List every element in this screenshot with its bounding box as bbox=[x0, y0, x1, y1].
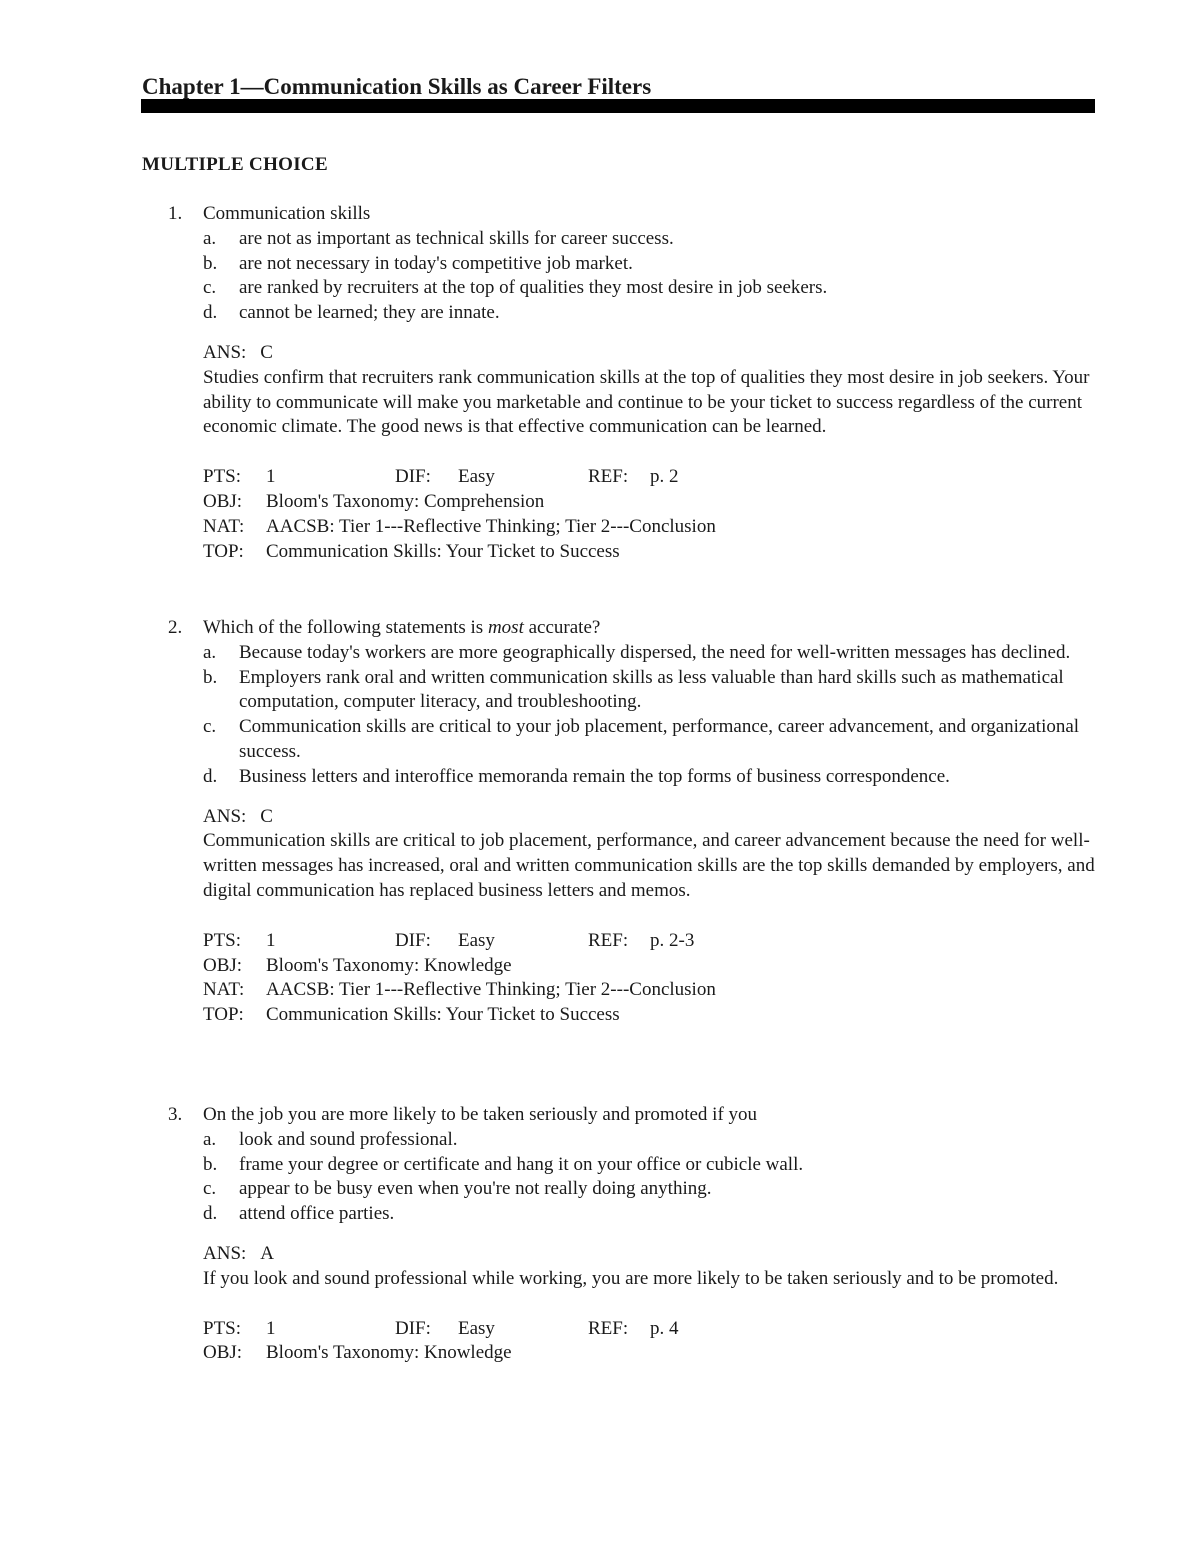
pts-value: 1 bbox=[266, 929, 276, 951]
ans-label: ANS: bbox=[203, 1242, 247, 1264]
question-stem-text: On the job you are more likely to be taken seriously and promoted if you bbox=[203, 1104, 758, 1125]
option-letter: a. bbox=[203, 641, 217, 663]
option-text: are ranked by recruiters at the top of qualities they most desire in job seekers. bbox=[239, 277, 828, 299]
title-rule bbox=[141, 99, 1095, 113]
question-stem-text: Communication skills bbox=[203, 203, 371, 224]
question-stem-text: Which of the following statements is bbox=[203, 617, 488, 638]
option-letter: a. bbox=[203, 1128, 217, 1150]
question-stem bbox=[142, 1103, 1102, 1128]
answer-options bbox=[142, 1128, 1102, 1227]
nat-value: AACSB: Tier 1---Reflective Thinking; Tier 2---Conclusion bbox=[266, 515, 716, 537]
dif-value: Easy bbox=[458, 466, 495, 488]
option-text: cannot be learned; they are innate. bbox=[239, 302, 500, 324]
question-3 bbox=[142, 1103, 1102, 1366]
pts-value: 1 bbox=[266, 466, 276, 488]
nat-value: AACSB: Tier 1---Reflective Thinking; Tier 2---Conclusion bbox=[266, 979, 716, 1001]
option-c bbox=[142, 715, 1102, 765]
top-label: TOP: bbox=[203, 540, 244, 562]
option-letter: b. bbox=[203, 1153, 218, 1175]
question-metadata bbox=[142, 465, 1102, 564]
obj-value: Bloom's Taxonomy: Knowledge bbox=[266, 954, 512, 976]
pts-label: PTS: bbox=[203, 1317, 242, 1339]
dif-label: DIF: bbox=[395, 929, 431, 951]
answer-block bbox=[142, 341, 1102, 440]
ans-value: C bbox=[260, 341, 273, 363]
option-text: Employers rank oral and written communication skills as less valuable than hard skills such as mathematical computation, computer literacy, and troubleshooting. bbox=[239, 666, 1064, 713]
option-text: Business letters and interoffice memoranda remain the top forms of business correspondence. bbox=[239, 765, 950, 787]
option-b bbox=[142, 1153, 1102, 1178]
dif-label: DIF: bbox=[395, 1317, 431, 1339]
question-stem-emphasis: most bbox=[487, 617, 524, 638]
answer-options bbox=[142, 227, 1102, 326]
meta-row-pts bbox=[203, 465, 1102, 490]
ans-value: A bbox=[260, 1242, 275, 1264]
meta-row-obj bbox=[203, 1341, 1102, 1366]
option-letter: c. bbox=[203, 716, 217, 738]
meta-row-nat bbox=[203, 515, 1102, 540]
dif-value: Easy bbox=[458, 929, 495, 951]
option-text: look and sound professional. bbox=[239, 1128, 458, 1150]
question-stem-text-end: accurate? bbox=[523, 617, 601, 638]
ref-value: p. 2-3 bbox=[650, 929, 695, 951]
question-stem bbox=[142, 616, 1102, 641]
chapter-title: Chapter 1—Communication Skills as Career Filters bbox=[142, 74, 652, 99]
dif-value: Easy bbox=[458, 1317, 495, 1339]
top-value: Communication Skills: Your Ticket to Success bbox=[266, 540, 620, 562]
option-text: Because today's workers are more geographically dispersed, the need for well-written messages has declined. bbox=[239, 641, 1071, 663]
option-d bbox=[142, 1202, 1102, 1227]
question-metadata bbox=[142, 929, 1102, 1028]
obj-value: Bloom's Taxonomy: Comprehension bbox=[266, 490, 545, 512]
question-1 bbox=[142, 202, 1102, 564]
option-text: are not necessary in today's competitive job market. bbox=[239, 252, 633, 274]
option-text: appear to be busy even when you're not really doing anything. bbox=[239, 1178, 712, 1200]
option-text: frame your degree or certificate and hang it on your office or cubicle wall. bbox=[239, 1153, 804, 1175]
option-letter: a. bbox=[203, 227, 217, 249]
nat-label: NAT: bbox=[203, 979, 245, 1001]
pts-value: 1 bbox=[266, 1317, 276, 1339]
meta-row-obj bbox=[203, 490, 1102, 515]
option-b bbox=[142, 252, 1102, 277]
option-letter: c. bbox=[203, 1178, 217, 1200]
answer-block bbox=[142, 805, 1102, 904]
option-letter: c. bbox=[203, 277, 217, 299]
option-d bbox=[142, 301, 1102, 326]
ans-label: ANS: bbox=[203, 805, 247, 827]
question-number: 1. bbox=[168, 203, 183, 224]
question-number: 3. bbox=[168, 1104, 183, 1125]
ref-value: p. 4 bbox=[650, 1317, 679, 1339]
answer-explanation: Communication skills are critical to job placement, performance, and career advancement because the need for well-written messages has increased, oral and written communication skills are the top skills demanded by employers, and digital communication has replaced business letters and memos. bbox=[203, 830, 1095, 901]
section-heading: MULTIPLE CHOICE bbox=[142, 154, 328, 175]
answer-explanation: If you look and sound professional while working, you are more likely to be taken seriously and to be promoted. bbox=[203, 1267, 1059, 1289]
obj-label: OBJ: bbox=[203, 954, 243, 976]
ans-label: ANS: bbox=[203, 341, 247, 363]
option-d bbox=[142, 765, 1102, 790]
ref-label: REF: bbox=[588, 1317, 629, 1339]
option-a bbox=[142, 641, 1102, 666]
nat-label: NAT: bbox=[203, 515, 245, 537]
option-c bbox=[142, 1177, 1102, 1202]
question-metadata bbox=[142, 1317, 1102, 1367]
option-letter: b. bbox=[203, 666, 218, 688]
meta-row-top bbox=[203, 1003, 1102, 1028]
answer-line bbox=[203, 805, 1102, 830]
meta-row-pts bbox=[203, 929, 1102, 954]
option-letter: d. bbox=[203, 765, 218, 787]
answer-explanation: Studies confirm that recruiters rank communication skills at the top of qualities they most desire in job seekers. Your ability to communicate will make you marketable and continue to be your ticket to success regardless of the current economic climate. The good news is that effective communication can be learned. bbox=[203, 366, 1090, 438]
option-letter: d. bbox=[203, 1203, 218, 1225]
option-a bbox=[142, 227, 1102, 252]
option-letter: b. bbox=[203, 252, 218, 274]
pts-label: PTS: bbox=[203, 929, 242, 951]
obj-value: Bloom's Taxonomy: Knowledge bbox=[266, 1342, 512, 1364]
ref-label: REF: bbox=[588, 466, 629, 488]
option-text: Communication skills are critical to your job placement, performance, career advancement, and organizational success. bbox=[239, 716, 1080, 762]
dif-label: DIF: bbox=[395, 466, 431, 488]
answer-options bbox=[142, 641, 1102, 790]
question-stem bbox=[142, 202, 1102, 227]
option-c bbox=[142, 276, 1102, 301]
obj-label: OBJ: bbox=[203, 1342, 243, 1364]
top-label: TOP: bbox=[203, 1004, 244, 1026]
option-text: attend office parties. bbox=[239, 1203, 395, 1225]
option-letter: d. bbox=[203, 302, 218, 324]
meta-row-pts bbox=[203, 1317, 1102, 1342]
ans-value: C bbox=[260, 805, 273, 827]
ref-value: p. 2 bbox=[650, 466, 679, 488]
option-b bbox=[142, 666, 1102, 716]
meta-row-nat bbox=[203, 978, 1102, 1003]
ref-label: REF: bbox=[588, 929, 629, 951]
answer-block bbox=[142, 1242, 1102, 1292]
question-number: 2. bbox=[168, 617, 183, 638]
answer-line bbox=[203, 341, 1102, 366]
meta-row-top bbox=[203, 540, 1102, 565]
question-2 bbox=[142, 616, 1102, 1028]
answer-line bbox=[203, 1242, 1102, 1267]
obj-label: OBJ: bbox=[203, 490, 243, 512]
pts-label: PTS: bbox=[203, 466, 242, 488]
option-text: are not as important as technical skills for career success. bbox=[239, 227, 674, 249]
option-a bbox=[142, 1128, 1102, 1153]
top-value: Communication Skills: Your Ticket to Success bbox=[266, 1004, 620, 1026]
meta-row-obj bbox=[203, 954, 1102, 979]
